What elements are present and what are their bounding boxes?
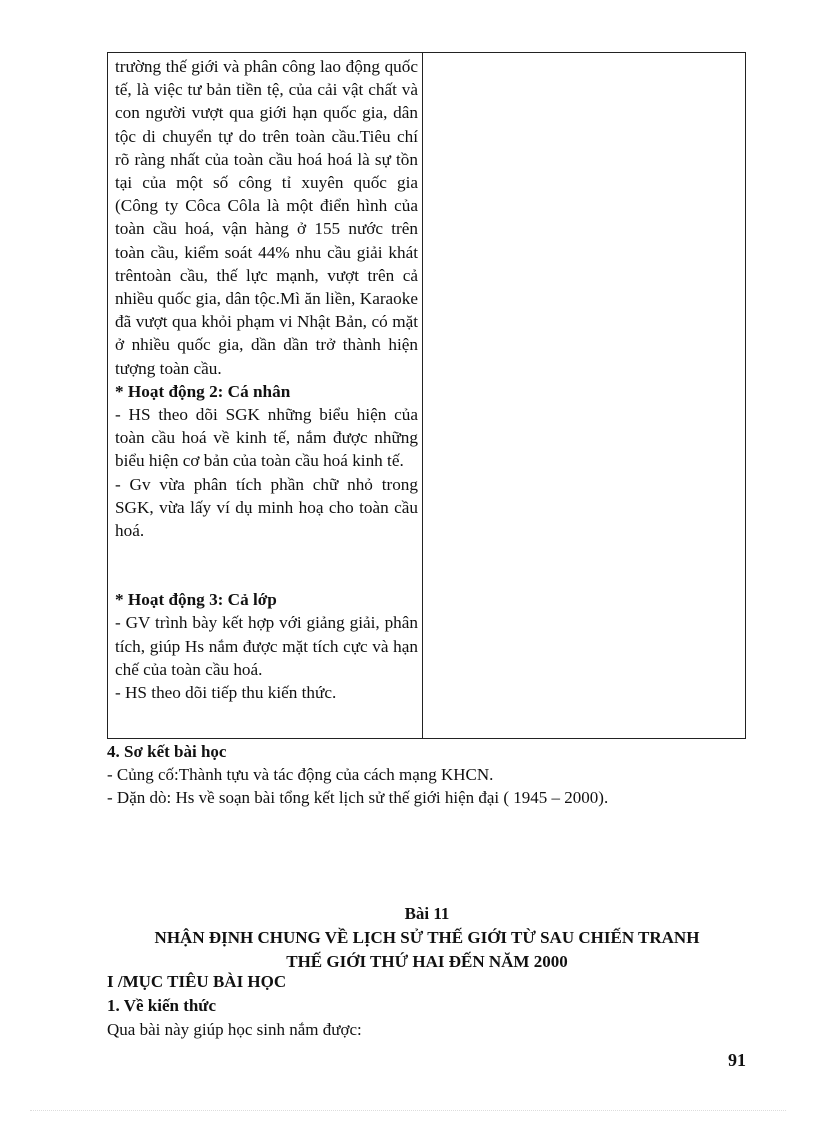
activity-2-item-1: - HS theo dõi SGK những biểu hiện của toàn cầu hoá về kinh tế, nắm được những biểu hiện cơ bản của toàn cầu hoá kinh tế.: [115, 405, 418, 471]
summary-line-homework: - Dặn dò: Hs về soạn bài tổng kết lịch sử thế giới hiện đại ( 1945 – 2000).: [107, 788, 609, 807]
lesson-title-block: [107, 902, 747, 974]
summary-line-review: - Củng cố:Thành tựu và tác động của cách mạng KHCN.: [107, 765, 494, 784]
content-column-text: [423, 53, 745, 55]
activity-2-item-2: - Gv vừa phân tích phần chữ nhỏ trong SGK, vừa lấy ví dụ minh hoạ cho toàn cầu hoá.: [115, 474, 418, 541]
activity-column: [108, 53, 423, 739]
spacer: [115, 542, 418, 588]
lesson-objectives: [107, 970, 747, 1042]
activity-2-heading: * Hoạt động 2: Cá nhân: [115, 381, 291, 401]
lesson-activity-table: [107, 52, 746, 739]
lesson-number: Bài 11: [404, 904, 450, 923]
activity-3-item-2: - HS theo dõi tiếp thu kiến thức.: [115, 683, 337, 703]
globalization-paragraph: trường thế giới và phân công lao động quốc tế, là việc tư bản tiền tệ, của cải vật chất và con người vượt qua giới hạn quốc gia, dân tộc di chuyển tự do trên toàn cầu.Tiêu chí rõ ràng nhất của toàn cầu hoá hoá là sự tồn tại của một số công tỉ xuyên quốc gia (Công ty Côca Côla là một điển hình của toàn cầu hoá, vận hàng ở 155 nước trên toàn cầu, kiểm soát 44% nhu cầu giải khát trêntoàn cầu, thế lực mạnh, vượt trên cả nhiều quốc gia, dân tộc.Mì ăn liền, Karaoke đã vượt qua khỏi phạm vi Nhật Bản, có mặt ở nhiều quốc gia, dần dần trở thành hiện tượng toàn cầu.: [115, 57, 418, 378]
activity-3-heading: * Hoạt động 3: Cả lớp: [115, 590, 277, 610]
content-column: [423, 53, 746, 739]
page-number: 91: [728, 1050, 746, 1070]
footer-divider: [30, 1110, 786, 1111]
lesson-title-line-1: NHẬN ĐỊNH CHUNG VỀ LỊCH SỬ THẾ GIỚI TỪ SAU CHIẾN TRANH: [154, 928, 700, 947]
lesson-title-line-2: THẾ GIỚI THỨ HAI ĐẾN NĂM 2000: [286, 952, 568, 971]
objectives-intro: Qua bài này giúp học sinh nắm được:: [107, 1020, 362, 1039]
objectives-heading: I /MỤC TIÊU BÀI HỌC: [107, 972, 287, 991]
knowledge-subheading: 1. Về kiến thức: [107, 996, 217, 1015]
activity-3-item-1: - GV trình bày kết hợp với giảng giải, phân tích, giúp Hs nắm được mặt tích cực và hạn chế của toàn cầu hoá.: [115, 613, 418, 679]
lesson-summary: [107, 740, 747, 809]
summary-heading: 4. Sơ kết bài học: [107, 742, 227, 761]
